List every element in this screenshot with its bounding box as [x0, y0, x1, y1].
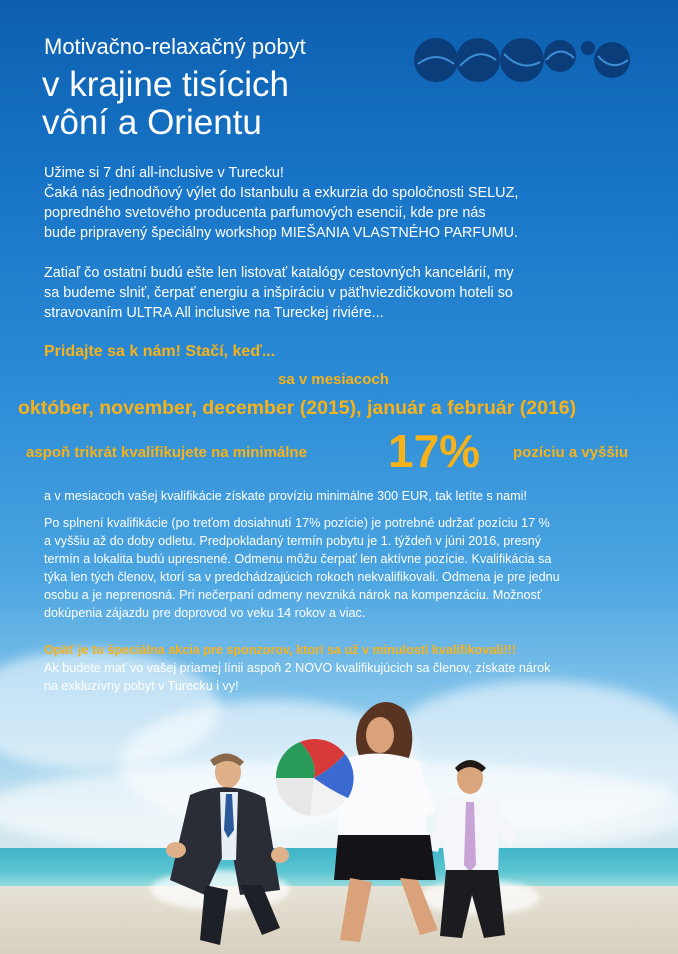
text-line: Užime si 7 dní all-inclusive v Turecku!	[44, 165, 284, 181]
text-line: Po splnení kvalifikácie (po treťom dosiahnutí 17% pozície) je potrebné udržať pozíciu 17 %	[44, 516, 550, 530]
text-line: osobu a je neprenosná. Pri nečerpaní odmeny nevzniká nárok na kompenzáciu. Možnosť	[44, 588, 542, 602]
logo-icon	[412, 36, 632, 84]
percent-highlight: 17%	[388, 425, 481, 477]
conditions-paragraph	[44, 514, 560, 622]
second-paragraph	[44, 263, 514, 323]
text-line: stravovaním ULTRA All inclusive na Tureckej riviére...	[44, 305, 384, 321]
join-heading: Pridajte sa k nám! Stačí, keď...	[44, 343, 276, 360]
page-title	[42, 66, 402, 142]
text-line: sa budeme slniť, čerpať energiu a inšpiráciu v päťhviezdičkovom hoteli so	[44, 285, 513, 301]
title-line: v krajine tisícich	[42, 65, 290, 104]
intro-paragraph	[44, 163, 518, 243]
text-line: Ak budete mať vo vašej priamej línii aspoň 2 NOVO kvalifikujúcich sa členov, získate nárok	[44, 661, 551, 675]
special-headline: Opäť je tu špeciálna akcia pre sponzorov, ktorí sa už v minulosti kvalifikovali!!!	[44, 643, 516, 657]
man-left	[166, 753, 289, 945]
text-line: Zatiaľ čo ostatní budú ešte len listovať katalógy cestovných kancelárií, my	[44, 265, 514, 281]
text-line: popredného svetového producenta parfumových esencií, kde pre nás	[44, 205, 486, 221]
man-right	[428, 760, 520, 938]
text-line: termín a lokalita budú upresnené. Odmenu môžu čerpať len aktívne pozície. Kvalifikácia sa	[44, 552, 552, 566]
text-line: a vyššiu až do doby odletu. Predpokladaný termín pobytu je 1. týždeň v júni 2016, presný	[44, 534, 542, 548]
months-text: október, november, december (2015), január a február (2016)	[18, 397, 577, 419]
page-subtitle: Motivačno-relaxačný pobyt	[44, 34, 306, 59]
beach-people-illustration	[0, 690, 678, 954]
reward-text: a v mesiacoch vašej kvalifikácie získate províziu minimálne 300 EUR, tak letíte s nami!	[44, 489, 527, 503]
woman-center	[334, 702, 438, 942]
text-line: na exkluzívny pobyt v Turecku i vy!	[44, 679, 239, 693]
text-line: dokúpenia zájazdu pre doprovod vo veku 14 rokov a viac.	[44, 606, 366, 620]
qualify-right: pozíciu a vyššiu	[513, 444, 629, 461]
text-line: týka len tých členov, ktorí sa v predchádzajúcich rokoch nekvalifikovali. Odmena je pre jednu	[44, 570, 560, 584]
qualify-left: aspoň trikrát kvalifikujete na minimálne	[26, 444, 307, 461]
text-line: Čaká nás jednodňový výlet do Istanbulu a exkurzia do spoločnosti SELUZ,	[44, 185, 519, 201]
months-intro: sa v mesiacoch	[278, 371, 389, 388]
essens-logo	[412, 36, 632, 84]
special-paragraph	[44, 641, 550, 695]
text-line: bude pripravený špeciálny workshop MIEŠANIA VLASTNÉHO PARFUMU.	[44, 225, 518, 241]
title-line: vôní a Orientu	[42, 103, 262, 142]
